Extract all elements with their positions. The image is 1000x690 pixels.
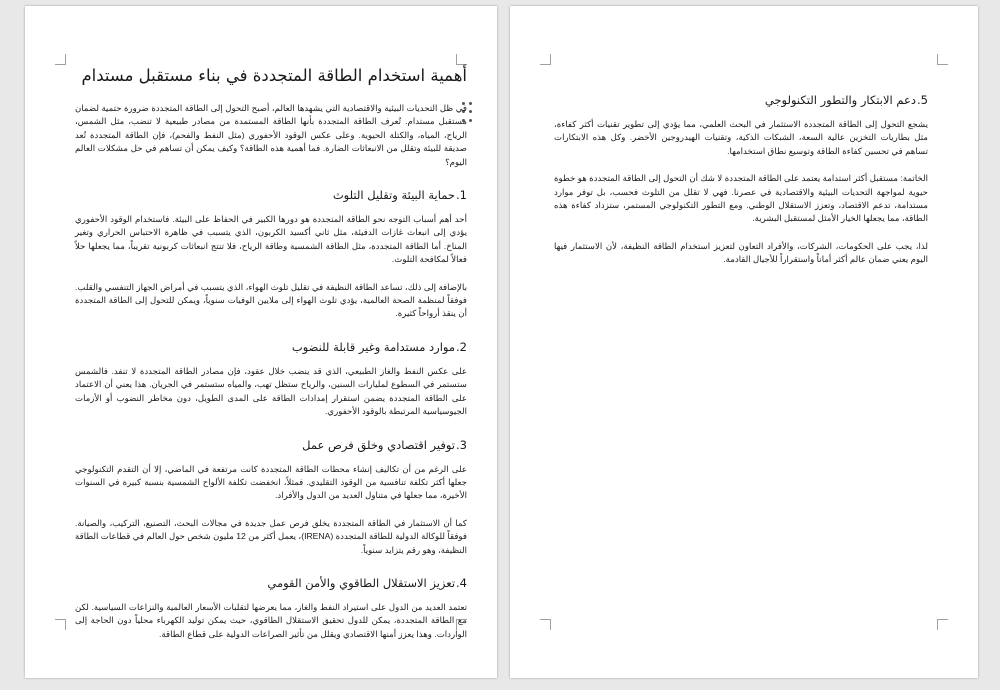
section-number: 4. — [456, 575, 467, 590]
page-2-body[interactable] — [554, 92, 928, 281]
margin-marker — [55, 619, 66, 630]
document-page-1 — [25, 6, 497, 678]
margin-marker — [55, 54, 66, 65]
section-2-heading — [75, 339, 467, 355]
section-title: موارد مستدامة وغير قابلة للنضوب — [291, 339, 456, 354]
margin-marker — [937, 54, 948, 65]
section-number: 5. — [917, 93, 928, 107]
page-1-body[interactable] — [75, 64, 467, 655]
section-5-heading — [554, 92, 928, 108]
section-1-heading — [75, 187, 467, 203]
conclusion-paragraph: الخاتمة: مستقبل أكثر استدامة يعتمد على الطاقة المتجددة لا شك أن التحول إلى الطاقة المتجددة هو خطوة حيوية لمواجهة التحديات البيئية والاقتصادية في عصرنا. فهي لا تقلل من التلوث فحسب، بل توفر موارد مستدامة، تدعم الاقتصاد، وتعزز الاستقلال الوطني. ومع التطور التكنولوجي المستمر، ستزداد كفاءة هذه الطاقة، مما يجعلها الخيار الأمثل لمستقبل البشرية. — [554, 173, 928, 224]
section-3-paragraph: على الرغم من أن تكاليف إنشاء محطات الطاقة المتجددة كانت مرتفعة في الماضي، إلا أن التقدم التكنولوجي جعلها أكثر تكلفة تنافسية من الوقود التقليدي. فمثلاً، انخفضت تكلفة الألواح الشمسية بنسبة كبيرة في السنوات الأخيرة، مما جعلها في متناول العديد من الدول والأفراد. — [75, 463, 467, 501]
section-title: حماية البيئة وتقليل التلوث — [332, 188, 456, 203]
section-number: 2. — [456, 339, 467, 354]
section-1-paragraph: بالإضافة إلى ذلك، تساعد الطاقة النظيفة في تقليل تلوث الهواء، الذي يتسبب في أمراض الجهاز التنفسي والقلب. فوفقاً لمنظمة الصحة العالمية، يؤدي تلوث الهواء إلى ملايين الوفيات سنوياً، ويمكن للتحول إلى الطاقة المتجددة أن ينقذ أرواحاً كثيرة. — [75, 281, 467, 319]
section-2-paragraph: على عكس النفط والغاز الطبيعي، الذي قد ينضب خلال عقود، فإن مصادر الطاقة المتجددة لا تنفد. فالشمس ستستمر في السطوع لمليارات السنين، والرياح ستظل تهب، والمياه ستستمر في الجريان. هذا يعني أن الاعتماد على الطاقة المتجددة يضمن استقرار إمدادات الطاقة على المدى الطويل، دون مخاطر النضوب أو الأزمات الجيوسياسية المرتبطة بالوقود الأحفوري. — [75, 365, 467, 417]
document-page-2 — [510, 6, 978, 678]
section-number: 1. — [456, 188, 467, 203]
section-3-paragraph: كما أن الاستثمار في الطاقة المتجددة يخلق فرص عمل جديدة في مجالات البحث، التصنيع، التركيب، والصيانة. فوفقاً للوكالة الدولية للطاقة المتجددة (IRENA)، يعمل أكثر من 12 مليون شخص حول العالم في قطاعات الطاقة النظيفة، وهو رقم يتزايد سنوياً. — [75, 517, 467, 555]
margin-marker — [937, 619, 948, 630]
margin-marker — [540, 619, 551, 630]
section-5-paragraph: يشجع التحول إلى الطاقة المتجددة الاستثمار في البحث العلمي، مما يؤدي إلى تطوير تقنيات أكثر كفاءة، مثل بطاريات التخزين عالية السعة، الشبكات الذكية، وتقنيات الهيدروجين الأخضر. وكل هذه الابتكارات تساهم في تحسين كفاءة الطاقة وتوسيع نطاق استخدامها. — [554, 119, 928, 156]
section-title: دعم الابتكار والتطور التكنولوجي — [764, 93, 917, 107]
section-title: توفير اقتصادي وخلق فرص عمل — [302, 437, 456, 452]
margin-marker — [540, 54, 551, 65]
section-4-heading — [75, 575, 467, 591]
section-1-paragraph: أحد أهم أسباب التوجه نحو الطاقة المتجددة هو دورها الكبير في الحفاظ على البيئة. فاستخدام الوقود الأحفوري يؤدي إلى انبعاث غازات الدفيئة، مثل ثاني أكسيد الكربون، الذي يتسبب في ظاهرة الاحتباس الحراري وتغير المناخ. أما الطاقة المتجددة، مثل الطاقة الشمسية وطاقة الرياح، فلا تنتج انبعاثات كربونية تقريباً، مما يجعلها حلاً فعالاً لمكافحة التلوث. — [75, 214, 467, 265]
closing-paragraph: لذا، يجب على الحكومات، الشركات، والأفراد التعاون لتعزيز استخدام الطاقة النظيفة، لأن الاستثمار فيها اليوم يعني ضمان عالم أكثر أماناً واستقراراً للأجيال القادمة. — [554, 240, 928, 265]
section-title: تعزيز الاستقلال الطاقوي والأمن القومي — [267, 575, 456, 590]
section-4-paragraph: تعتمد العديد من الدول على استيراد النفط والغاز، مما يعرضها لتقلبات الأسعار العالمية والنزاعات السياسية. لكن مع الطاقة المتجددة، يمكن للدول تحقيق الاستقلال الطاقوي، حيث يمكن توليد الكهرباء محلياً دون الحاجة إلى الواردات. وهذا يعزز أمنها الاقتصادي ويقلل من تأثير الصراعات الدولية على قطاع الطاقة. — [75, 601, 467, 639]
document-title: أهمية استخدام الطاقة المتجددة في بناء مستقبل مستدام — [81, 66, 467, 85]
section-number: 3. — [456, 437, 467, 452]
intro-paragraph: في ظل التحديات البيئية والاقتصادية التي يشهدها العالم، أصبح التحول إلى الطاقة المتجددة ضرورة حتمية لضمان مستقبل مستدام. تُعرف الطاقة المتجددة بأنها الطاقة المستمدة من مصادر طبيعية لا تنضب، مثل الشمس، الرياح، المياه، والكتلة الحيوية. وعلى عكس الوقود الأحفوري (مثل النفط والفحم)، فإن الطاقة المتجددة تُعد صديقة للبيئة وتقلل من الانبعاثات الضارة. فما أهمية هذه الطاقة؟ وكيف يمكن أن تساهم في حل مشكلات العالم اليوم؟ — [75, 103, 467, 167]
section-3-heading — [75, 437, 467, 453]
